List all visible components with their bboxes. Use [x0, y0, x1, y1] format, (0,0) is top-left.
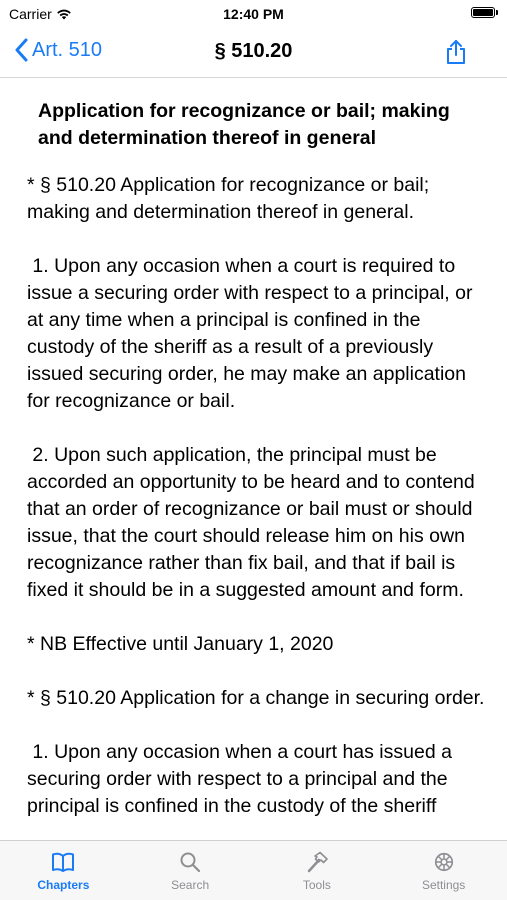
share-icon — [445, 39, 467, 65]
book-icon — [50, 851, 76, 873]
tab-search[interactable] — [127, 841, 254, 900]
status-bar — [0, 0, 507, 28]
tab-chapters[interactable] — [0, 841, 127, 900]
tab-tools-label: Tools — [302, 878, 331, 892]
section-heading: Application for recognizance or bail; making and determination thereof in general — [38, 100, 450, 149]
share-button[interactable] — [445, 39, 467, 70]
battery-icon — [471, 7, 498, 18]
gear-icon — [432, 851, 456, 873]
back-button-label: Art. 510 — [32, 38, 103, 61]
tab-chapters-label: Chapters — [37, 878, 90, 892]
page-title: § 510.20 — [214, 40, 293, 62]
hammer-icon — [305, 851, 329, 873]
search-icon — [179, 851, 201, 873]
status-time: 12:40 PM — [223, 6, 284, 22]
tab-search-label: Search — [171, 878, 210, 892]
navigation-bar — [0, 28, 507, 78]
tab-bar — [0, 840, 507, 900]
carrier-label: Carrier — [9, 6, 52, 22]
tab-settings-label: Settings — [421, 878, 466, 892]
article-content[interactable] — [0, 78, 507, 840]
tab-tools[interactable] — [254, 841, 381, 900]
section-body-text: * § 510.20 Application for recognizance or bail; making and determination thereof in general. 1. Upon any occasion when a court is required to issue a securing order with respect to a principal, or at any time when a principal is confined in the custody of the sheriff as a result of a previously issued securing order, he may make an application for recognizance or bail. 2. Upon such application, the principal must be accorded an opportunity to be heard and to contend that an order of recognizance or bail must or should issue, that the court should release him on his own recognizance rather than fix bail, and that if bail is fixed it should be in a suggested amount and form. * NB Effective until January 1, 2020 * § 510.20 Application for a change in securing order. 1. Upon any occasion when a court has issued a securing order with respect to a principal and the principal is confined in the custody of the sheriff — [27, 174, 485, 817]
tab-settings[interactable] — [380, 841, 507, 900]
